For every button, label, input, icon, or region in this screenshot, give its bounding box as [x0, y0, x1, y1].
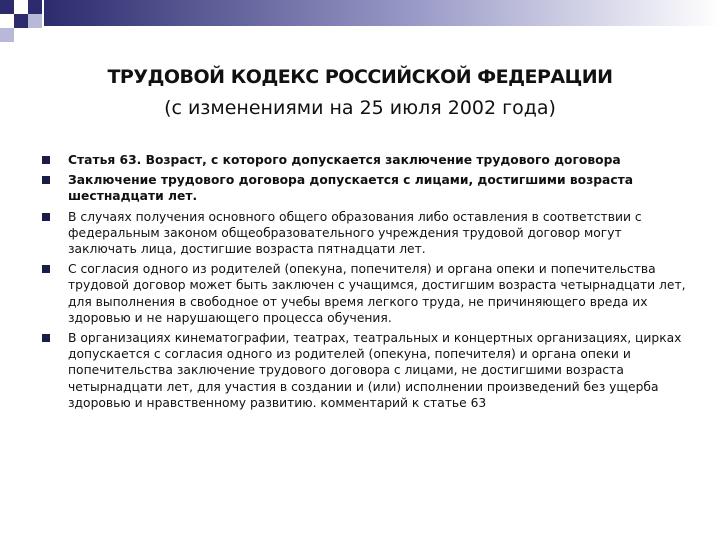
- header-checker-square: [14, 14, 28, 28]
- header-checker-square: [14, 0, 28, 14]
- list-item-text: В случаях получения основного общего образования либо оставления в соответствии с федеральным законом общеобразовательного учреждения трудовой договор могут заключать лица, достигшие возраста пятнадцати лет.: [68, 209, 642, 257]
- square-bullet-icon: [42, 156, 50, 164]
- square-bullet-icon: [42, 176, 50, 184]
- bullet-list: [38, 152, 688, 415]
- list-item-text: Заключение трудового договора допускается с лицами, достигшими возраста шестнадцати лет.: [68, 173, 634, 204]
- list-item: [38, 172, 688, 204]
- square-bullet-icon: [42, 213, 50, 221]
- square-bullet-icon: [42, 334, 50, 342]
- header-gradient-band: [44, 0, 720, 26]
- list-item: [38, 152, 688, 168]
- header-checker-square: [0, 0, 14, 14]
- header-checker-square: [28, 0, 42, 14]
- title-subtitle: (с изменениями на 25 июля 2002 года): [164, 97, 556, 119]
- list-item: [38, 209, 688, 258]
- header-checker-square: [0, 28, 14, 42]
- header-checker-square: [28, 14, 42, 28]
- square-bullet-icon: [42, 265, 50, 273]
- list-item-text: Статья 63. Возраст, с которого допускается заключение трудового договора: [68, 153, 621, 167]
- list-item-text: В организациях кинематографии, театрах, театральных и концертных организациях, цирках допускается с согласия одного из родителей (опекуна, попечителя) и органа опеки и попечительства заключение трудового договора с лицами, не достигшими возраста четырнадцати лет, для участия в создании и (или) исполнении произведений без ущерба здоровью и нравственному развитию. комментарий к статье 63: [68, 331, 682, 410]
- slide-title: [40, 62, 680, 124]
- list-item: [38, 261, 688, 326]
- title-main: ТРУДОВОЙ КОДЕКС РОССИЙСКОЙ ФЕДЕРАЦИИ: [107, 66, 613, 88]
- header-decoration: [0, 0, 720, 44]
- list-item-text: С согласия одного из родителей (опекуна, попечителя) и органа опеки и попечительства трудовой договор может быть заключен с учащимся, достигшим возраста четырнадцати лет, для выполнения в свободное от учебы время легкого труда, не причиняющего вреда их здоровью и не нарушающего процесса обучения.: [68, 262, 686, 325]
- list-item: [38, 330, 688, 411]
